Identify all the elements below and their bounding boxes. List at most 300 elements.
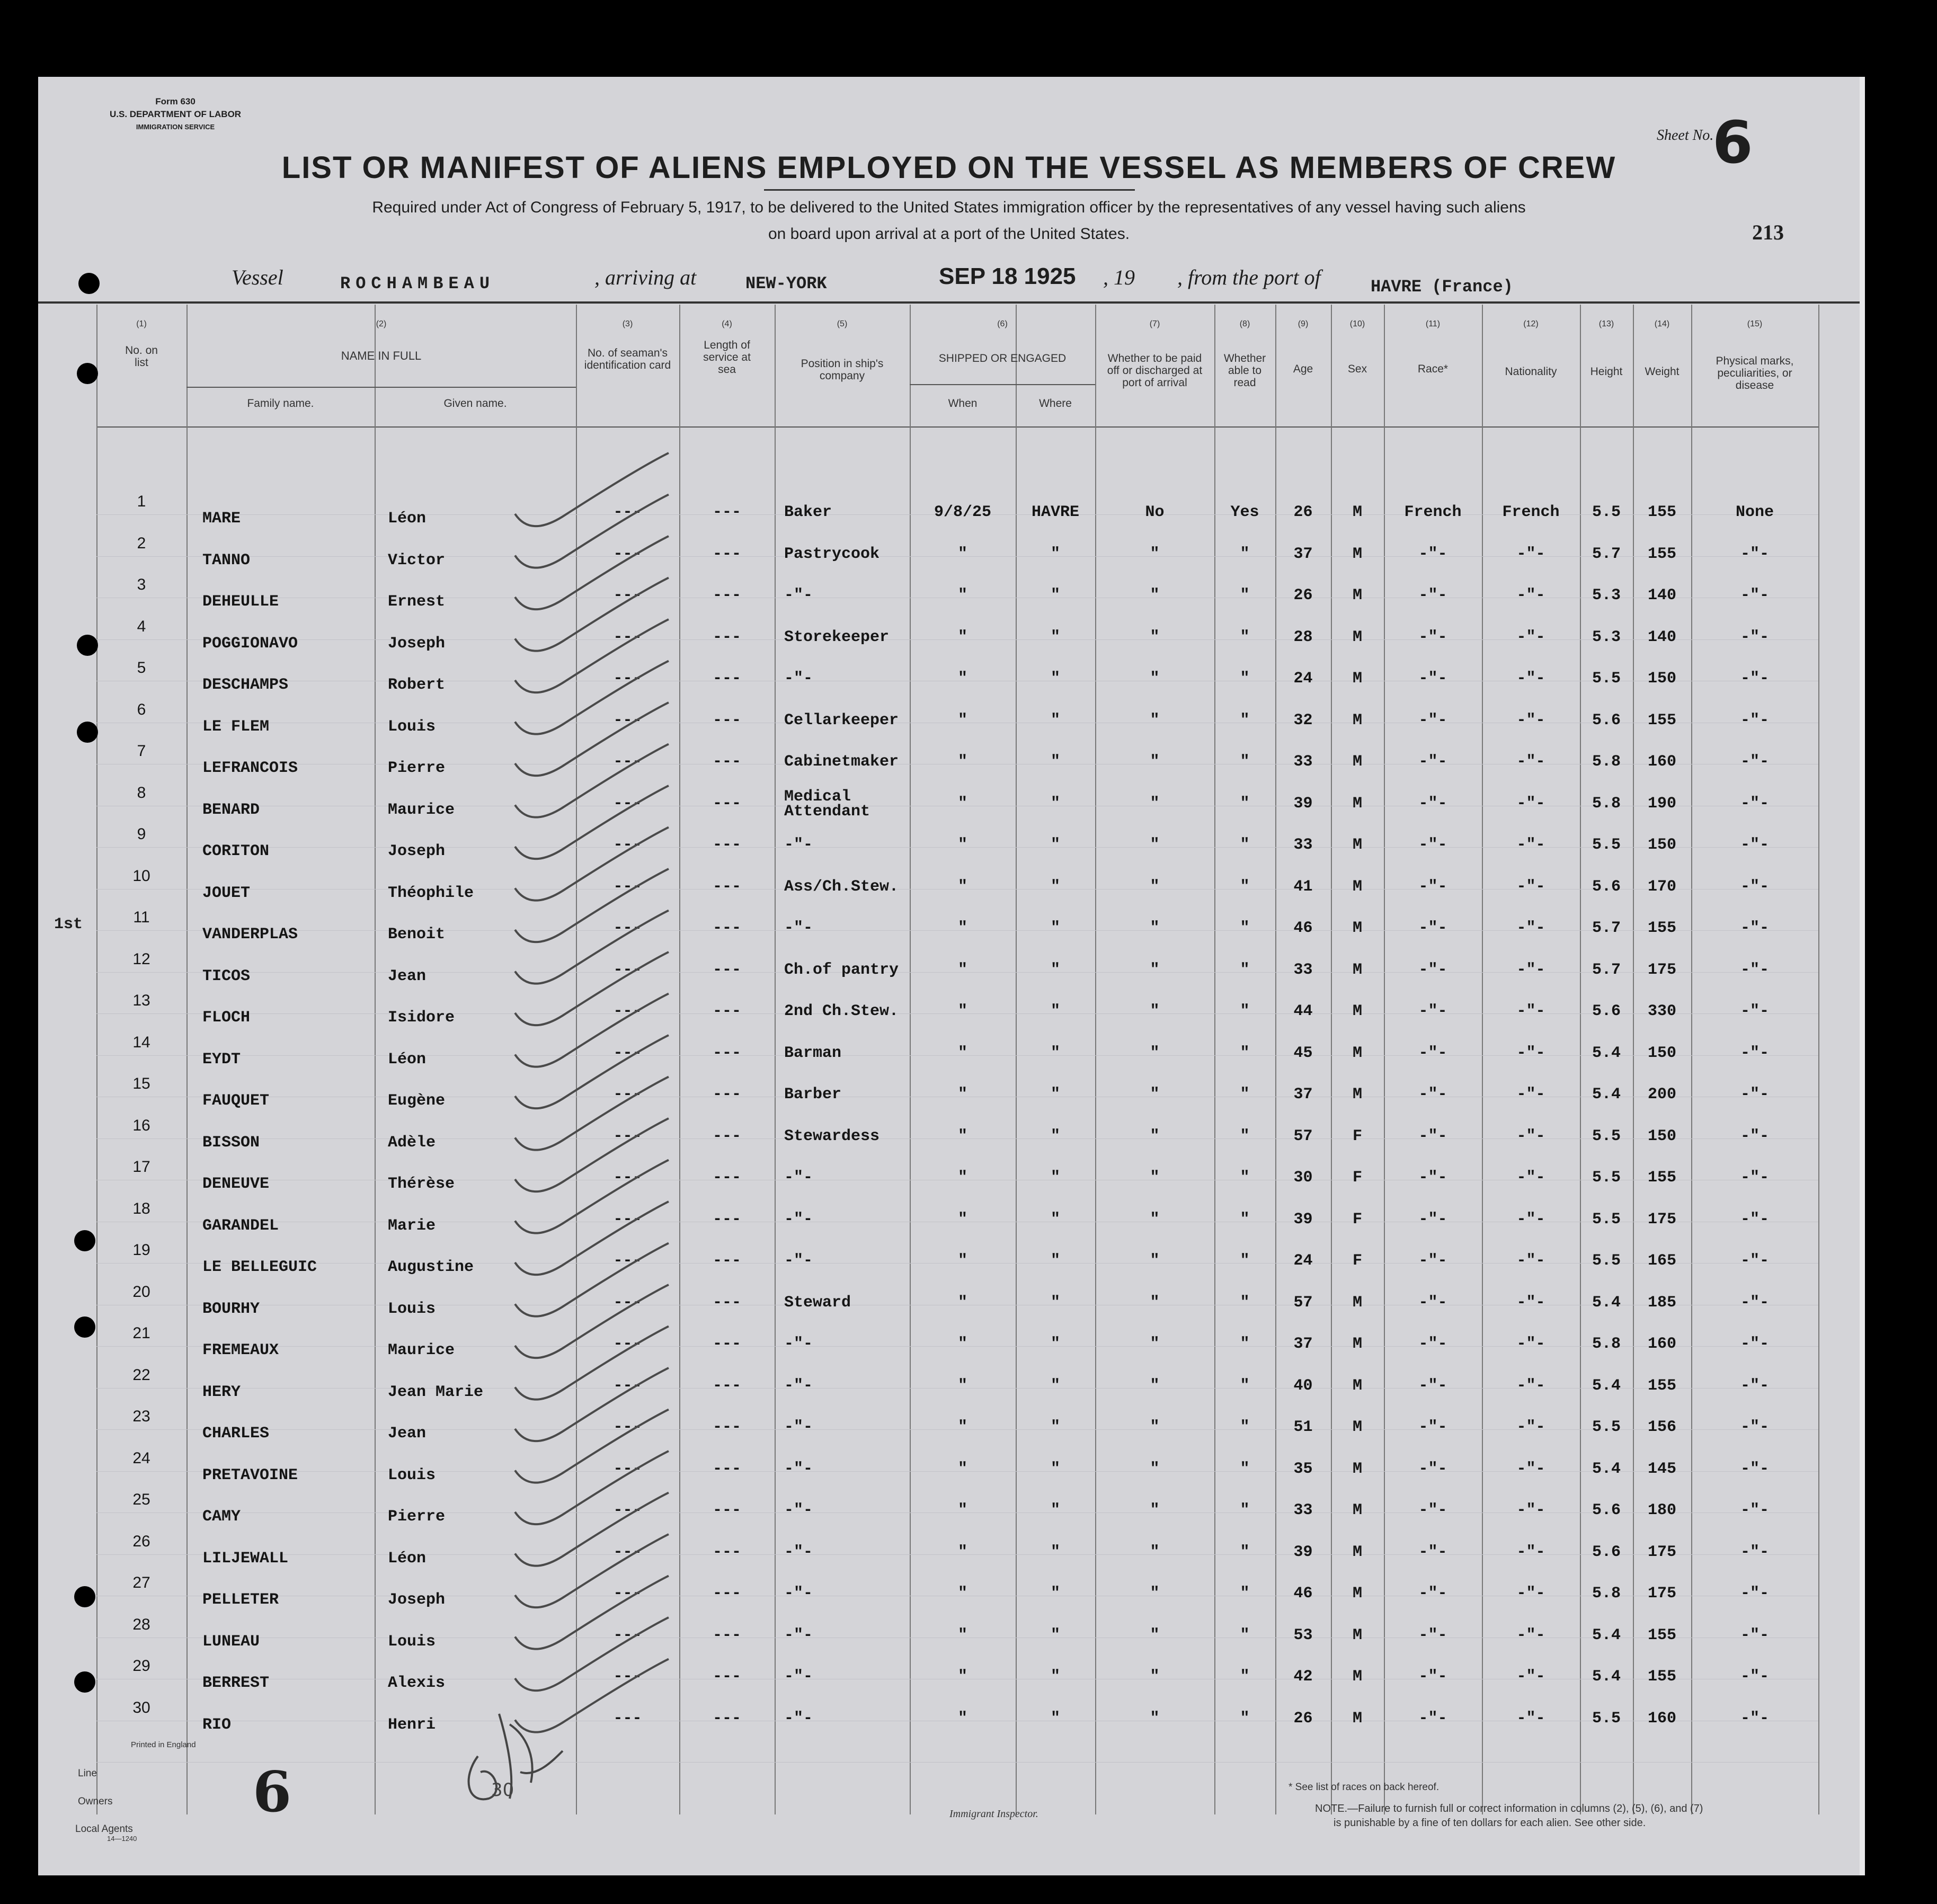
cell-family: BERREST — [202, 1674, 270, 1692]
cell-nationality: -"- — [1516, 877, 1545, 896]
penalty-note-line-2: is punishable by a fine of ten dollars for each alien. See other side. — [1334, 1817, 1646, 1829]
cell-service: --- — [712, 1210, 741, 1229]
date-stamp: SEP 18 1925 — [939, 263, 1076, 289]
document-title: LIST OR MANIFEST OF ALIENS EMPLOYED ON THE VESSEL AS MEMBERS OF CREW — [281, 150, 1616, 185]
punch-hole — [74, 1671, 95, 1693]
col-9-header: Age — [1293, 363, 1313, 375]
cell-height: 5.6 — [1592, 1501, 1621, 1519]
cell-paid: " — [1150, 1127, 1160, 1145]
cell-no: 15 — [132, 1075, 150, 1092]
cell-given: Ernest — [388, 593, 446, 611]
cell-race: -"- — [1418, 1169, 1447, 1187]
cell-weight: 330 — [1647, 1002, 1676, 1020]
cell-nationality: -"- — [1516, 1002, 1545, 1020]
cell-position: -"- — [784, 1543, 813, 1561]
cell-where: " — [1050, 836, 1060, 854]
cell-marks: -"- — [1740, 1252, 1769, 1270]
cell-nationality: -"- — [1516, 1086, 1545, 1104]
cell-sex: F — [1352, 1252, 1362, 1270]
cell-position: Medical Attendant — [784, 787, 870, 821]
cell-read: " — [1240, 1668, 1250, 1686]
cell-read: " — [1240, 1418, 1250, 1436]
cell-where: " — [1050, 1169, 1060, 1187]
cell-marks: -"- — [1740, 586, 1769, 604]
cell-age: 24 — [1293, 670, 1313, 688]
col-14-header: Weight — [1645, 366, 1680, 378]
col-6-number: (6) — [997, 319, 1008, 328]
cell-race: -"- — [1418, 1293, 1447, 1312]
cell-age: 37 — [1293, 545, 1313, 563]
cell-height: 5.8 — [1592, 753, 1621, 771]
cell-weight: 160 — [1647, 753, 1676, 771]
cell-paid: " — [1150, 1002, 1160, 1020]
cell-marks: -"- — [1740, 545, 1769, 563]
cell-when: " — [957, 794, 967, 813]
col-14-number: (14) — [1654, 319, 1670, 328]
check-mark — [515, 1534, 669, 1607]
cell-race: -"- — [1418, 1501, 1447, 1519]
cell-card: --- — [613, 919, 642, 937]
col-4-number: (4) — [722, 319, 732, 328]
cell-race: -"- — [1418, 1543, 1447, 1561]
cell-family: MARE — [202, 510, 241, 528]
cell-height: 5.5 — [1592, 1169, 1621, 1187]
cell-sex: M — [1352, 1335, 1362, 1353]
punch-hole — [77, 363, 98, 384]
cell-read: " — [1240, 1086, 1250, 1104]
cell-card: --- — [613, 1709, 642, 1728]
cell-position: -"- — [784, 1418, 813, 1436]
cell-read: " — [1240, 960, 1250, 979]
cell-no: 22 — [132, 1366, 150, 1384]
cell-age: 51 — [1293, 1418, 1313, 1436]
punch-hole — [74, 1230, 95, 1251]
cell-marks: -"- — [1740, 1585, 1769, 1603]
cell-position: Stewardess — [784, 1127, 880, 1145]
cell-when: " — [957, 1169, 967, 1187]
vessel-label: Vessel — [232, 265, 283, 289]
cell-nationality: -"- — [1516, 1626, 1545, 1644]
cell-family: JOUET — [202, 884, 251, 902]
cell-position: Steward — [784, 1293, 851, 1312]
cell-marks: -"- — [1740, 1501, 1769, 1519]
cell-read: " — [1240, 1002, 1250, 1020]
check-mark — [515, 661, 669, 734]
cell-height: 5.5 — [1592, 670, 1621, 688]
cell-nationality: -"- — [1516, 1501, 1545, 1519]
cell-sex: M — [1352, 628, 1362, 646]
cell-when: " — [957, 545, 967, 563]
cell-height: 5.4 — [1592, 1668, 1621, 1686]
cell-weight: 155 — [1647, 1376, 1676, 1395]
cell-weight: 175 — [1647, 1210, 1676, 1229]
cell-nationality: -"- — [1516, 628, 1545, 646]
cell-position: Baker — [784, 503, 832, 521]
cell-when: " — [957, 919, 967, 937]
cell-where: " — [1050, 1501, 1060, 1519]
cell-height: 5.4 — [1592, 1044, 1621, 1062]
cell-marks: -"- — [1740, 1709, 1769, 1728]
check-mark — [515, 702, 669, 776]
cell-weight: 150 — [1647, 836, 1676, 854]
cell-service: --- — [712, 586, 741, 604]
cell-given: Maurice — [388, 800, 455, 819]
cell-when: " — [957, 1376, 967, 1395]
cell-given: Eugène — [388, 1092, 446, 1110]
from-port-label: , from the port of — [1177, 265, 1321, 289]
cell-no: 2 — [137, 534, 146, 552]
cell-when: " — [957, 1543, 967, 1561]
col-3-header: No. of seaman's identification card — [584, 347, 671, 371]
cell-card: --- — [613, 1626, 642, 1644]
cell-marks: -"- — [1740, 1293, 1769, 1312]
cell-marks: -"- — [1740, 1210, 1769, 1229]
cell-where: " — [1050, 794, 1060, 813]
cell-sex: F — [1352, 1169, 1362, 1187]
cell-paid: " — [1150, 711, 1160, 729]
cell-sex: M — [1352, 1460, 1362, 1478]
cell-no: 23 — [132, 1408, 150, 1425]
cell-service: --- — [712, 1127, 741, 1145]
cell-weight: 155 — [1647, 711, 1676, 729]
cell-when: " — [957, 1335, 967, 1353]
cell-given: Robert — [388, 676, 446, 694]
cell-no: 20 — [132, 1283, 150, 1301]
cell-race: -"- — [1418, 1002, 1447, 1020]
cell-where: HAVRE — [1031, 503, 1079, 521]
cell-card: --- — [613, 1002, 642, 1020]
cell-nationality: French — [1502, 503, 1560, 521]
cell-age: 33 — [1293, 836, 1313, 854]
cell-read: " — [1240, 1626, 1250, 1644]
cell-age: 33 — [1293, 753, 1313, 771]
check-mark — [515, 786, 669, 859]
col-6b-header: Where — [1039, 397, 1072, 410]
cell-marks: -"- — [1740, 1127, 1769, 1145]
cell-given: Jean — [388, 967, 427, 985]
check-mark — [515, 578, 669, 651]
cell-sex: M — [1352, 1418, 1362, 1436]
cell-read: " — [1240, 1044, 1250, 1062]
cell-sex: M — [1352, 1626, 1362, 1644]
col-10-header: Sex — [1347, 363, 1367, 375]
cell-where: " — [1050, 1293, 1060, 1312]
punch-hole — [77, 635, 98, 656]
cell-family: CORITON — [202, 842, 270, 860]
cell-position: 2nd Ch.Stew. — [784, 1002, 899, 1020]
cell-nationality: -"- — [1516, 545, 1545, 563]
cell-no: 9 — [137, 825, 146, 843]
cell-given: Joseph — [388, 842, 446, 860]
department-name: U.S. DEPARTMENT OF LABOR — [110, 109, 242, 119]
cell-age: 24 — [1293, 1252, 1313, 1270]
col-6a-header: When — [948, 397, 978, 410]
cell-race: -"- — [1418, 836, 1447, 854]
cell-age: 33 — [1293, 1501, 1313, 1519]
cell-service: --- — [712, 1252, 741, 1270]
check-mark — [515, 1617, 669, 1691]
cell-race: -"- — [1418, 545, 1447, 563]
check-mark — [515, 828, 669, 901]
cell-weight: 150 — [1647, 1127, 1676, 1145]
cell-position: Ch.of pantry — [784, 960, 899, 979]
cell-given: Victor — [388, 551, 446, 570]
cell-paid: " — [1150, 1169, 1160, 1187]
cell-when: " — [957, 1501, 967, 1519]
cell-age: 57 — [1293, 1127, 1313, 1145]
cell-where: " — [1050, 960, 1060, 979]
cell-family: LUNEAU — [202, 1632, 260, 1651]
cell-age: 46 — [1293, 919, 1313, 937]
cell-read: " — [1240, 1169, 1250, 1187]
cell-paid: " — [1150, 1543, 1160, 1561]
punch-hole — [74, 1316, 95, 1338]
cell-position: -"- — [784, 1210, 813, 1229]
cell-paid: " — [1150, 586, 1160, 604]
check-mark — [515, 1410, 669, 1483]
cell-height: 5.8 — [1592, 1585, 1621, 1603]
cell-given: Jean — [388, 1425, 427, 1443]
cell-no: 26 — [132, 1532, 150, 1550]
cell-given: Marie — [388, 1216, 436, 1235]
cell-weight: 155 — [1647, 503, 1676, 521]
cell-family: EYDT — [202, 1050, 241, 1069]
cell-family: LE BELLEGUIC — [202, 1258, 317, 1276]
cell-card: --- — [613, 1460, 642, 1478]
cell-age: 37 — [1293, 1086, 1313, 1104]
cell-age: 45 — [1293, 1044, 1313, 1062]
check-mark — [515, 1368, 669, 1441]
race-footnote: * See list of races on back hereof. — [1289, 1782, 1440, 1793]
cell-where: " — [1050, 1210, 1060, 1229]
cell-when: " — [957, 1293, 967, 1312]
cell-where: " — [1050, 1335, 1060, 1353]
page-number: 213 — [1752, 220, 1784, 244]
cell-service: --- — [712, 670, 741, 688]
cell-weight: 150 — [1647, 1044, 1676, 1062]
svg-text:30: 30 — [491, 1780, 514, 1801]
cell-where: " — [1050, 919, 1060, 937]
cell-given: Louis — [388, 1466, 436, 1484]
cell-position: -"- — [784, 1460, 813, 1478]
cell-when: " — [957, 1086, 967, 1104]
cell-weight: 180 — [1647, 1501, 1676, 1519]
cell-height: 5.4 — [1592, 1460, 1621, 1478]
cell-nationality: -"- — [1516, 1252, 1545, 1270]
sheet-number: 6 — [1712, 109, 1753, 176]
cell-when: " — [957, 1418, 967, 1436]
cell-position: -"- — [784, 1585, 813, 1603]
cell-race: -"- — [1418, 1668, 1447, 1686]
cell-no: 3 — [137, 576, 146, 593]
cell-age: 26 — [1293, 586, 1313, 604]
cell-when: " — [957, 1460, 967, 1478]
cell-service: --- — [712, 1335, 741, 1353]
cell-weight: 155 — [1647, 1626, 1676, 1644]
cell-read: " — [1240, 1501, 1250, 1519]
cell-where: " — [1050, 1002, 1060, 1020]
check-mark — [515, 1576, 669, 1649]
cell-service: --- — [712, 753, 741, 771]
cell-card: --- — [613, 1127, 642, 1145]
cell-position: -"- — [784, 1668, 813, 1686]
check-mark — [515, 1077, 669, 1150]
cell-card: --- — [613, 545, 642, 563]
cell-sex: F — [1352, 1210, 1362, 1229]
cell-marks: -"- — [1740, 919, 1769, 937]
cell-when: " — [957, 753, 967, 771]
col-15-number: (15) — [1747, 319, 1763, 328]
col-1-number: (1) — [136, 319, 147, 328]
cell-where: " — [1050, 1626, 1060, 1644]
cell-no: 17 — [132, 1158, 150, 1176]
cell-when: " — [957, 1668, 967, 1686]
cell-nationality: -"- — [1516, 794, 1545, 813]
year-label: , 19 — [1103, 265, 1135, 289]
cell-when: 9/8/25 — [934, 503, 992, 521]
col-1-header: No. on list — [125, 344, 158, 369]
check-mark — [515, 1243, 669, 1316]
cell-race: -"- — [1418, 628, 1447, 646]
cell-family: FLOCH — [202, 1009, 251, 1027]
cell-nationality: -"- — [1516, 1044, 1545, 1062]
cell-where: " — [1050, 1376, 1060, 1395]
cell-age: 46 — [1293, 1585, 1313, 1603]
cell-no: 1 — [137, 493, 146, 510]
cell-card: --- — [613, 503, 642, 521]
cell-where: " — [1050, 877, 1060, 896]
arriving-label: , arriving at — [594, 265, 697, 289]
col-4-header: Length of service at sea — [703, 339, 751, 376]
cell-weight: 160 — [1647, 1335, 1676, 1353]
cell-age: 57 — [1293, 1293, 1313, 1312]
cell-read: " — [1240, 1210, 1250, 1229]
check-mark — [515, 1493, 669, 1566]
cell-card: --- — [613, 670, 642, 688]
cell-sex: M — [1352, 1543, 1362, 1561]
cell-no: 14 — [132, 1033, 150, 1051]
cell-given: Alexis — [388, 1674, 446, 1692]
cell-paid: " — [1150, 1418, 1160, 1436]
cell-given: Théophile — [388, 884, 474, 902]
cell-given: Henri — [388, 1715, 436, 1734]
cell-height: 5.5 — [1592, 503, 1621, 521]
cell-service: --- — [712, 1418, 741, 1436]
cell-where: " — [1050, 545, 1060, 563]
col-13-header: Height — [1590, 366, 1623, 378]
cell-sex: M — [1352, 545, 1362, 563]
cell-when: " — [957, 1252, 967, 1270]
cell-paid: " — [1150, 1210, 1160, 1229]
cell-paid: " — [1150, 1709, 1160, 1728]
cell-service: --- — [712, 1293, 741, 1312]
cell-weight: 155 — [1647, 545, 1676, 563]
cell-read: " — [1240, 711, 1250, 729]
service-name: IMMIGRATION SERVICE — [136, 123, 215, 131]
cell-weight: 175 — [1647, 1543, 1676, 1561]
cell-family: VANDERPLAS — [202, 926, 298, 944]
cell-nationality: -"- — [1516, 1585, 1545, 1603]
check-mark — [515, 744, 669, 817]
cell-nationality: -"- — [1516, 1709, 1545, 1728]
cell-paid: " — [1150, 628, 1160, 646]
cell-height: 5.3 — [1592, 628, 1621, 646]
cell-card: --- — [613, 1086, 642, 1104]
sheet-number-label: Sheet No. — [1657, 127, 1714, 144]
cell-card: --- — [613, 960, 642, 979]
cell-position: Storekeeper — [784, 628, 890, 646]
cell-height: 5.8 — [1592, 794, 1621, 813]
cell-position: Pastrycook — [784, 545, 880, 563]
cell-height: 5.4 — [1592, 1086, 1621, 1104]
cell-marks: -"- — [1740, 711, 1769, 729]
cell-given: Joseph — [388, 634, 446, 653]
cell-family: HERY — [202, 1383, 241, 1401]
cell-where: " — [1050, 1127, 1060, 1145]
cell-sex: M — [1352, 586, 1362, 604]
cell-nationality: -"- — [1516, 1169, 1545, 1187]
cell-read: " — [1240, 1293, 1250, 1312]
cell-sex: M — [1352, 836, 1362, 854]
cell-age: 26 — [1293, 1709, 1313, 1728]
cell-position: Cellarkeeper — [784, 711, 899, 729]
cell-family: CAMY — [202, 1508, 241, 1526]
cell-race: -"- — [1418, 1709, 1447, 1728]
cell-given: Augustine — [388, 1258, 474, 1276]
cell-paid: No — [1145, 503, 1165, 521]
cell-family: POGGIONAVO — [202, 634, 298, 653]
cell-weight: 155 — [1647, 1169, 1676, 1187]
cell-no: 30 — [132, 1698, 150, 1716]
cell-weight: 175 — [1647, 960, 1676, 979]
cell-family: DEHEULLE — [202, 593, 279, 611]
cell-read: " — [1240, 1335, 1250, 1353]
cell-where: " — [1050, 1252, 1060, 1270]
cell-service: --- — [712, 1585, 741, 1603]
cell-paid: " — [1150, 919, 1160, 937]
cell-paid: " — [1150, 1460, 1160, 1478]
cell-race: -"- — [1418, 1210, 1447, 1229]
cell-age: 39 — [1293, 1543, 1313, 1561]
cell-when: " — [957, 1044, 967, 1062]
cell-read: Yes — [1230, 503, 1259, 521]
check-mark — [515, 1118, 669, 1191]
cell-position: -"- — [784, 1169, 813, 1187]
cell-read: " — [1240, 1460, 1250, 1478]
cell-weight: 200 — [1647, 1086, 1676, 1104]
col-8-number: (8) — [1239, 319, 1250, 328]
cell-height: 5.5 — [1592, 836, 1621, 854]
cell-paid: " — [1150, 670, 1160, 688]
cell-age: 44 — [1293, 1002, 1313, 1020]
cell-read: " — [1240, 1585, 1250, 1603]
cell-read: " — [1240, 836, 1250, 854]
cell-marks: -"- — [1740, 1543, 1769, 1561]
cell-paid: " — [1150, 1376, 1160, 1395]
cell-paid: " — [1150, 1293, 1160, 1312]
col-12-header: Nationality — [1505, 366, 1557, 378]
cell-paid: " — [1150, 1335, 1160, 1353]
cell-paid: " — [1150, 877, 1160, 896]
cell-card: --- — [613, 1169, 642, 1187]
cell-given: Léon — [388, 1050, 427, 1069]
cell-position: Barman — [784, 1044, 842, 1062]
cell-no: 5 — [137, 659, 146, 677]
cell-height: 5.8 — [1592, 1335, 1621, 1353]
cell-age: 35 — [1293, 1460, 1313, 1478]
cell-nationality: -"- — [1516, 1543, 1545, 1561]
cell-given: Pierre — [388, 759, 446, 777]
